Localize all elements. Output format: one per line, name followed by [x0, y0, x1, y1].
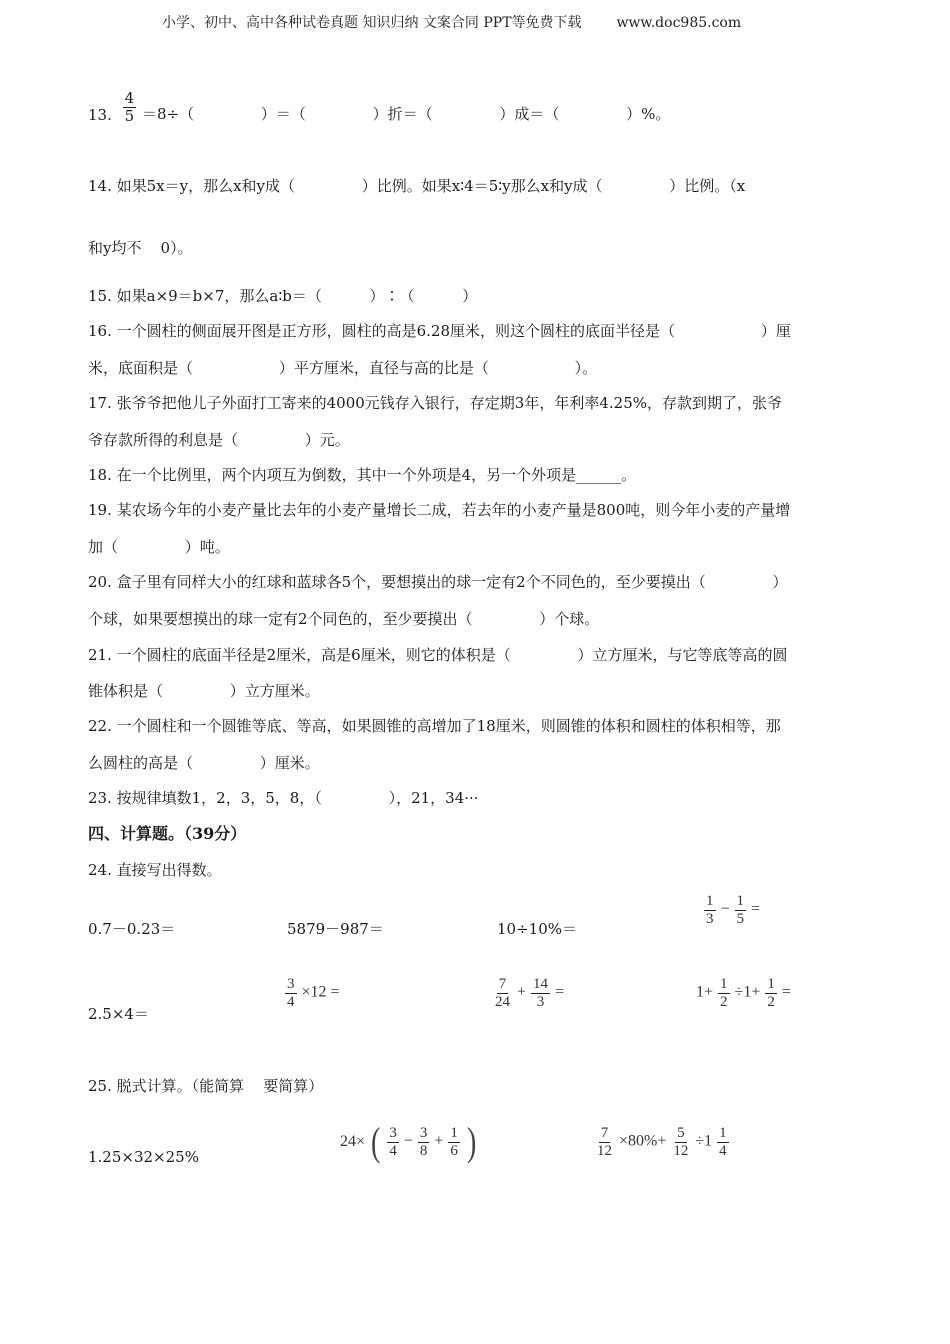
fraction-denominator: 2 — [720, 993, 728, 1010]
fraction-numerator: 1 — [736, 893, 745, 909]
fraction-numerator: 3 — [389, 1125, 397, 1141]
fraction-denominator: 8 — [419, 1142, 428, 1159]
fraction-denominator: 3 — [536, 993, 545, 1010]
fraction — [735, 893, 747, 927]
fraction — [387, 1125, 399, 1159]
fraction — [717, 1125, 729, 1159]
calc-item: 0.7－0.23＝ — [88, 920, 176, 938]
question-16-line2: 米，底面积是（ ）平方厘米，直径与高的比是（ ）。 — [88, 359, 598, 377]
question-20-line2: 个球，如果要想摸出的球一定有2个同色的，至少要摸出（ ）个球。 — [88, 610, 600, 628]
expression-part: 24× — [340, 1133, 366, 1150]
question-14-line1: 14. 如果5x＝y，那么x和y成（ ）比例。如果x∶4＝5∶y那么x和y成（ ）比例。（x — [88, 177, 746, 195]
question-21-line1: 21. 一个圆柱的底面半径是2厘米，高是6厘米，则它的体积是（ ）立方厘米，与它等底等高的圆 — [88, 646, 788, 664]
question-17-line1: 17. 张爷爷把他儿子外面打工寄来的4000元钱存入银行，存定期3年，年利率4.25%，存款到期了，张爷 — [88, 394, 782, 412]
fraction — [493, 976, 512, 1010]
question-22-line1: 22. 一个圆柱和一个圆锥等底、等高，如果圆锥的高增加了18厘米，则圆锥的体积和圆柱的体积相等，那 — [88, 717, 781, 735]
left-parenthesis: ( — [371, 1119, 381, 1164]
calc-item: 2.5×4＝ — [88, 1005, 149, 1023]
fraction-numerator: 14 — [533, 976, 549, 992]
fraction — [718, 976, 730, 1010]
fraction — [418, 1125, 430, 1159]
question-24-title: 24. 直接写出得数。 — [88, 861, 222, 879]
calc-item — [594, 1125, 730, 1159]
fraction — [765, 976, 777, 1010]
fraction-denominator: 12 — [673, 1142, 689, 1159]
fraction-numerator: 1 — [450, 1125, 458, 1141]
fraction-denominator: 3 — [706, 910, 714, 927]
calc-item: 10÷10%＝ — [497, 920, 577, 938]
question-22-line2: 么圆柱的高是（ ）厘米。 — [88, 754, 320, 772]
question-18: 18. 在一个比例里，两个内项互为倒数，其中一个外项是4，另一个外项是______。 — [88, 466, 637, 484]
operator: + — [517, 983, 527, 1001]
fraction-numerator: 1 — [706, 893, 714, 909]
calc-item: 1.25×32×25% — [88, 1148, 199, 1166]
question-25-title: 25. 脱式计算。（能简算 要简算） — [88, 1077, 324, 1095]
fraction-numerator: 5 — [677, 1125, 685, 1141]
fraction-numerator: 7 — [600, 1125, 609, 1141]
fraction — [285, 976, 297, 1010]
question-21-line2: 锥体积是（ ）立方厘米。 — [88, 682, 320, 700]
fraction-denominator: 4 — [719, 1142, 727, 1159]
question-19-line2: 加（ ）吨。 — [88, 538, 230, 556]
calc-item — [696, 976, 791, 1010]
fraction — [448, 1125, 460, 1159]
expression-part: ÷1 — [695, 1132, 713, 1150]
question-20-line1: 20. 盒子里有同样大小的红球和蓝球各5个，要想摸出的球一定有2个不同色的，至少要摸出（ ） — [88, 573, 788, 591]
calc-item — [340, 1119, 478, 1164]
header-site-text: 小学、初中、高中各种试卷真题 知识归纳 文案合同 PPT等免费下载 — [162, 15, 582, 31]
question-text: ＝8÷（ ）＝（ ）折＝（ ）成＝（ ）%。 — [141, 105, 671, 123]
question-13 — [88, 90, 670, 124]
fraction — [704, 893, 716, 927]
fraction-denominator: 5 — [124, 106, 135, 125]
fraction — [531, 976, 550, 1010]
operator: − — [403, 1132, 413, 1150]
fraction-denominator: 6 — [450, 1142, 458, 1159]
fraction-numerator: 7 — [498, 976, 507, 992]
fraction-numerator: 3 — [419, 1125, 428, 1141]
operator: − — [720, 900, 730, 918]
fraction-numerator: 1 — [767, 976, 775, 992]
expression-part: ×80%+ — [619, 1132, 667, 1150]
fraction-numerator: 1 — [720, 976, 728, 992]
fraction-numerator: 4 — [124, 89, 135, 107]
right-parenthesis: ) — [466, 1119, 477, 1164]
header-url: www.doc985.com — [616, 15, 742, 31]
equals-sign: = — [555, 983, 565, 1001]
question-23: 23. 按规律填数1，2，3，5，8，（ ），21，34··· — [88, 789, 479, 807]
calc-item — [492, 976, 564, 1010]
question-15: 15. 如果a×9＝b×7，那么a∶b＝（ ）∶（ ） — [88, 287, 478, 305]
expression-rest: ×12 = — [301, 983, 340, 1001]
fraction-denominator: 2 — [767, 993, 775, 1010]
fraction-numerator: 3 — [287, 976, 295, 992]
fraction-denominator: 4 — [389, 1142, 397, 1159]
expression-part: 1+ — [696, 983, 714, 1001]
question-16-line1: 16. 一个圆柱的侧面展开图是正方形，圆柱的高是6.28厘米，则这个圆柱的底面半径是（ ）厘 — [88, 322, 791, 340]
question-number: 13. — [88, 106, 112, 124]
calc-item: 5879－987＝ — [287, 920, 384, 938]
question-17-line2: 爷存款所得的利息是（ ）元。 — [88, 431, 350, 449]
fraction — [123, 90, 137, 124]
fraction — [595, 1125, 614, 1159]
fraction — [671, 1125, 690, 1159]
calc-item — [703, 893, 760, 927]
question-19-line1: 19. 某农场今年的小麦产量比去年的小麦产量增长二成，若去年的小麦产量是800吨，则今年小麦的产量增 — [88, 501, 791, 519]
fraction-denominator: 12 — [597, 1142, 612, 1159]
page-header — [162, 12, 741, 32]
fraction-numerator: 1 — [719, 1125, 727, 1141]
operator: + — [434, 1132, 444, 1150]
fraction-denominator: 24 — [495, 993, 510, 1010]
fraction-denominator: 5 — [736, 910, 745, 927]
expression-part: ÷1+ — [734, 983, 761, 1001]
equals-sign: = — [751, 900, 761, 918]
question-14-line2: 和y均不 0）。 — [88, 239, 193, 257]
calc-item — [284, 976, 340, 1010]
equals-sign: = — [781, 983, 791, 1001]
section-heading: 四、计算题。（39分） — [88, 824, 247, 843]
fraction-denominator: 4 — [287, 993, 295, 1010]
